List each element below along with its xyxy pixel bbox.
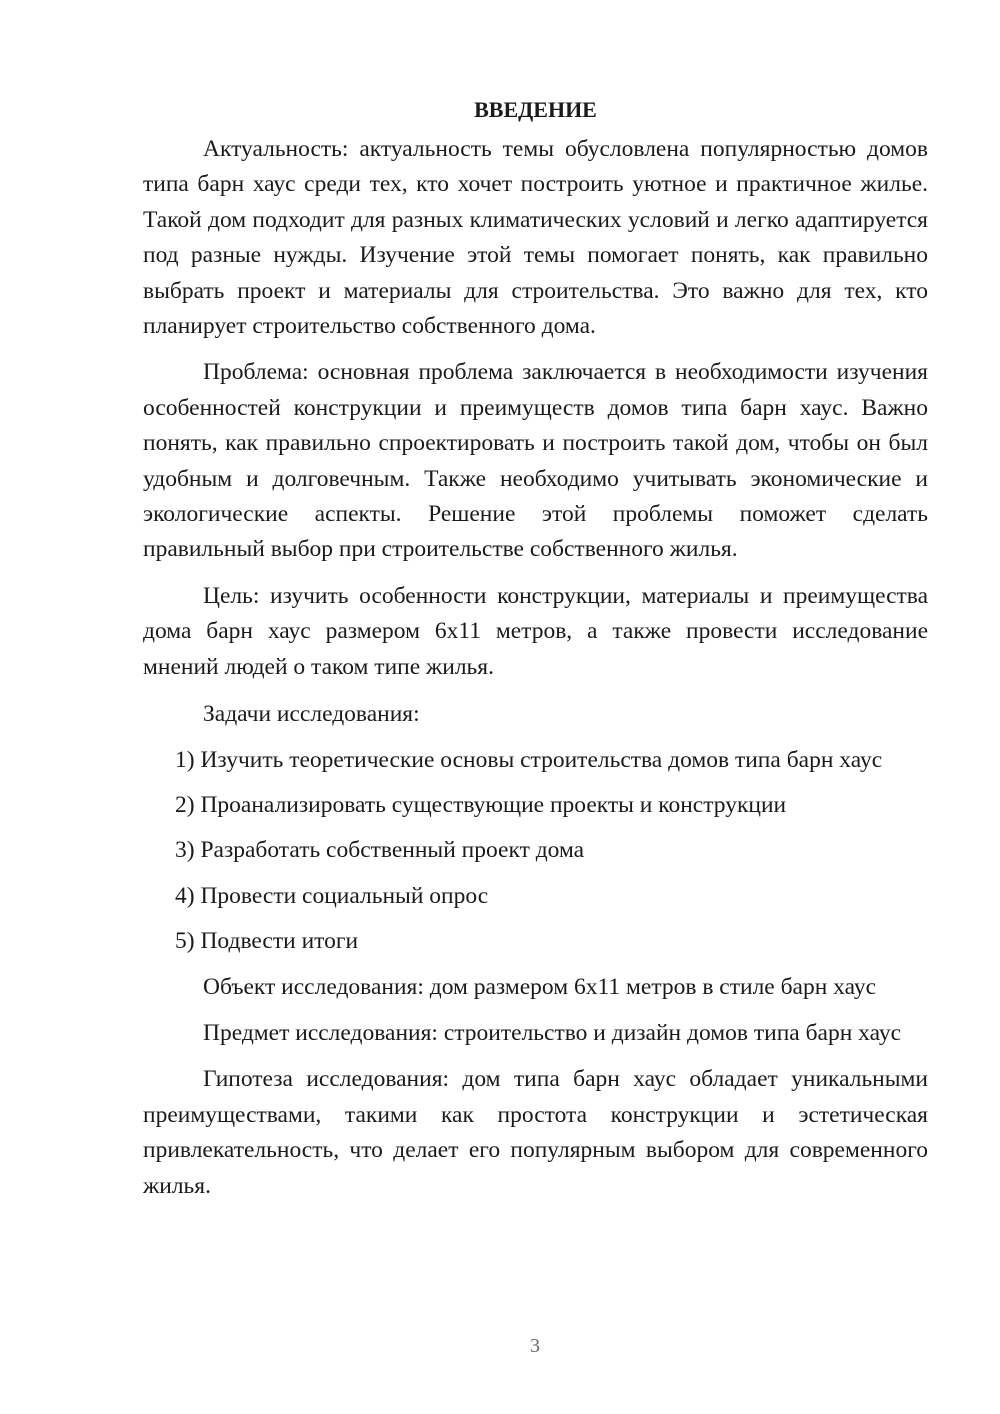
tasks-heading: Задачи исследования: xyxy=(203,701,420,728)
list-item: 5) Подвести итоги xyxy=(175,928,359,955)
list-item: 1) Изучить теоретические основы строительства домов типа барн хаус xyxy=(175,746,883,773)
tasks-list xyxy=(143,738,928,965)
object-line: Объект исследования: дом размером 6x11 метров в стиле барн хаус xyxy=(203,973,877,1000)
goal-paragraph: Цель: изучить особенности конструкции, материалы и преимущества дома барн хаус размером 6x11 метров, а также провести исследование мнений людей о таком типе жилья. xyxy=(143,582,928,680)
relevance-paragraph: Актуальность: актуальность темы обусловлена популярностью домов типа барн хаус среди тех, кто хочет построить уютное и практичное жилье. Такой дом подходит для разных климатических условий и легко адаптируется под разные нужды. Изучение этой темы помогает понять, как правильно выбрать проект и материалы для строительства. Это важно для тех, кто планирует строительство собственного дома. xyxy=(143,136,928,340)
document-page xyxy=(143,94,928,1215)
subject-paragraph: Предмет исследования: строительство и дизайн домов типа барн хаус xyxy=(203,1019,902,1046)
document-title: ВВЕДЕНИЕ xyxy=(474,97,597,122)
list-item: 2) Проанализировать существующие проекты и конструкции xyxy=(175,791,787,818)
list-item: 3) Разработать собственный проект дома xyxy=(175,837,585,864)
page-number: 3 xyxy=(530,1335,540,1357)
list-item: 4) Провести социальный опрос xyxy=(175,882,489,909)
problem-paragraph: Проблема: основная проблема заключается в необходимости изучения особенностей конструкции и преимуществ домов типа барн хаус. Важно понять, как правильно спроектировать и построить такой дом, чтобы он был удобным и долговечным. Также необходимо учитывать экономические и экологические аспекты. Решение этой проблемы поможет сделать правильный выбор при строительстве собственного жилья. xyxy=(143,359,928,563)
hypothesis-paragraph: Гипотеза исследования: дом типа барн хаус обладает уникальными преимуществами, такими как простота конструкции и эстетическая привлекательность, что делает его популярным выбором для современного жилья. xyxy=(143,1066,928,1199)
